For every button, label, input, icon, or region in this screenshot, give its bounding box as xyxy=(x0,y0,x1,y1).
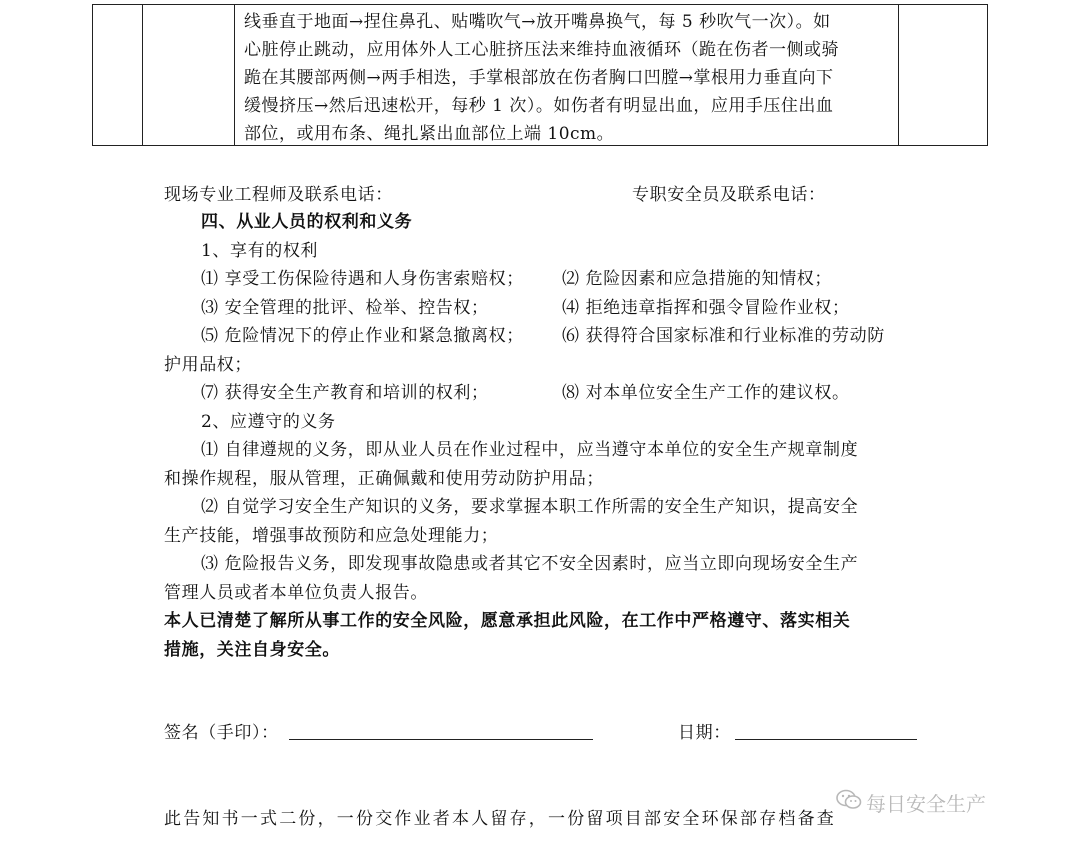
date-line xyxy=(735,739,917,740)
right-item: ⑵ 危险因素和应急措施的知情权； xyxy=(562,269,833,289)
table-cell-line: 跪在其腰部两侧→两手相迭，手掌根部放在伤者胸口凹膛→掌根用力垂直向下 xyxy=(244,68,834,88)
duty-item-continued: 管理人员或者本单位负责人报告。 xyxy=(164,583,428,603)
right-item: ⑶ 安全管理的批评、检举、控告权； xyxy=(201,298,489,318)
watermark xyxy=(836,789,986,815)
table-cell-line: 缓慢挤压→然后迅速松开，每秒 1 次）。如伤者有明显出血，应用手压住出血 xyxy=(244,96,834,116)
engineer-contact-label: 现场专业工程师及联系电话： xyxy=(164,185,393,205)
watermark-text: 每日安全生产 xyxy=(866,791,986,816)
declaration-line: 措施，关注自身安全。 xyxy=(164,640,340,660)
right-item-continued: 护用品权； xyxy=(164,355,252,375)
right-item: ⑹ 获得符合国家标准和行业标准的劳动防 xyxy=(562,326,885,346)
rights-title: 1、享有的权利 xyxy=(201,241,319,261)
right-item: ⑷ 拒绝违章指挥和强令冒险作业权； xyxy=(562,298,850,318)
right-item: ⑻ 对本单位安全生产工作的建议权。 xyxy=(562,383,850,403)
signature-label: 签名（手印）： xyxy=(164,723,279,743)
table-divider xyxy=(234,5,235,145)
footer-note: 此告知书一式二份，一份交作业者本人留存，一份留项目部安全环保部存档备查 xyxy=(164,809,836,829)
table-divider xyxy=(142,5,143,145)
right-item: ⑴ 享受工伤保险待遇和人身伤害索赔权； xyxy=(201,269,524,289)
right-item: ⑸ 危险情况下的停止作业和紧急撤离权； xyxy=(201,326,524,346)
signature-line xyxy=(289,739,593,740)
first-aid-table xyxy=(92,4,988,146)
safety-officer-contact-label: 专职安全员及联系电话： xyxy=(632,185,826,205)
duty-item-continued: 和操作规程，服从管理，正确佩戴和使用劳动防护用品； xyxy=(164,469,604,489)
section-heading: 四、从业人员的权利和义务 xyxy=(201,212,413,232)
duty-item-continued: 生产技能，增强事故预防和应急处理能力； xyxy=(164,526,499,546)
date-label: 日期： xyxy=(678,723,731,743)
duty-item: ⑴ 自律遵规的义务，即从业人员在作业过程中，应当遵守本单位的安全生产规章制度 xyxy=(201,440,859,460)
declaration-line: 本人已清楚了解所从事工作的安全风险，愿意承担此风险，在工作中严格遵守、落实相关 xyxy=(164,611,851,631)
table-cell-line: 线垂直于地面→捏住鼻孔、贴嘴吹气→放开嘴鼻换气，每 5 秒吹气一次）。如 xyxy=(244,12,831,32)
table-divider xyxy=(898,5,899,145)
table-cell-line: 心脏停止跳动，应用体外人工心脏挤压法来维持血液循环（跪在伤者一侧或骑 xyxy=(244,40,839,60)
wechat-icon xyxy=(836,789,862,816)
table-cell-line: 部位，或用布条、绳扎紧出血部位上端 10cm。 xyxy=(244,124,615,144)
duty-item: ⑶ 危险报告义务，即发现事故隐患或者其它不安全因素时，应当立即向现场安全生产 xyxy=(201,554,859,574)
right-item: ⑺ 获得安全生产教育和培训的权利； xyxy=(201,383,489,403)
duties-title: 2、应遵守的义务 xyxy=(201,412,336,432)
first-aid-instructions xyxy=(244,8,896,148)
duty-item: ⑵ 自觉学习安全生产知识的义务，要求掌握本职工作所需的安全生产知识，提高安全 xyxy=(201,497,859,517)
